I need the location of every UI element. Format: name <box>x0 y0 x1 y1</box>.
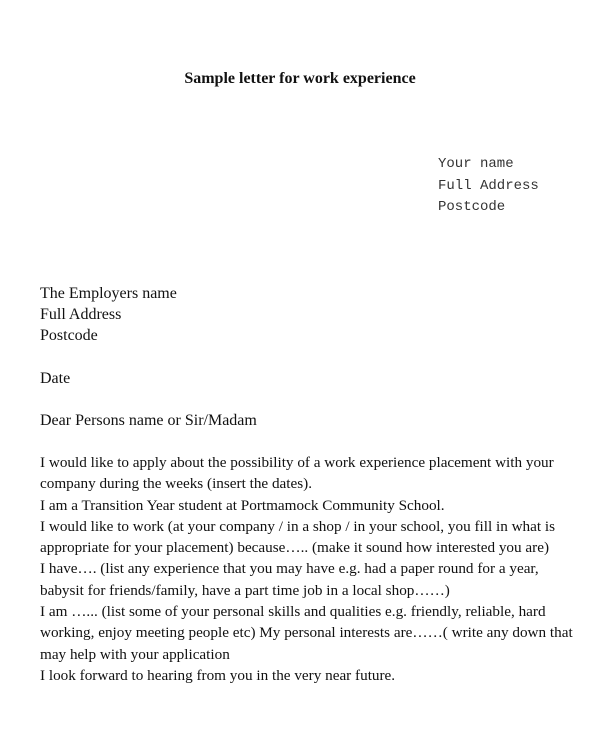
letter-salutation: Dear Persons name or Sir/Madam <box>40 412 257 429</box>
body-line: I would like to work (at your company / in a shop / in your school, you fill in what is <box>40 517 556 535</box>
letter-body <box>40 452 580 686</box>
body-line: I would like to apply about the possibility of a work experience placement with your <box>40 454 554 471</box>
sender-name: Your name <box>438 156 514 172</box>
recipient-address: Full Address <box>40 306 122 323</box>
letter-title: Sample letter for work experience <box>184 70 416 87</box>
body-line: company during the weeks (insert the dates). <box>40 475 313 493</box>
letter-date: Date <box>40 370 71 387</box>
body-line: may help with your application <box>40 645 230 663</box>
body-line: working, enjoy meeting people etc) My personal interests are……( write any down that <box>40 624 573 642</box>
body-line: I am …... (list some of your personal skills and qualities e.g. friendly, reliable, hard <box>40 603 546 621</box>
sender-address: Full Address <box>438 177 539 194</box>
body-line: appropriate for your placement) because….. (make it sound how interested you are) <box>40 539 550 557</box>
sender-postcode: Postcode <box>438 199 506 215</box>
recipient-postcode: Postcode <box>40 327 98 344</box>
body-line: I look forward to hearing from you in the very near future. <box>40 666 396 684</box>
body-line: I am a Transition Year student at Portmamock Community School. <box>40 496 445 514</box>
sender-address-block <box>438 154 539 219</box>
body-line: babysit for friends/family, have a part time job in a local shop……) <box>40 581 450 599</box>
recipient-address-block <box>40 283 177 346</box>
body-line: I have…. (list any experience that you may have e.g. had a paper round for a year, <box>40 560 539 578</box>
recipient-name: The Employers name <box>40 285 177 302</box>
